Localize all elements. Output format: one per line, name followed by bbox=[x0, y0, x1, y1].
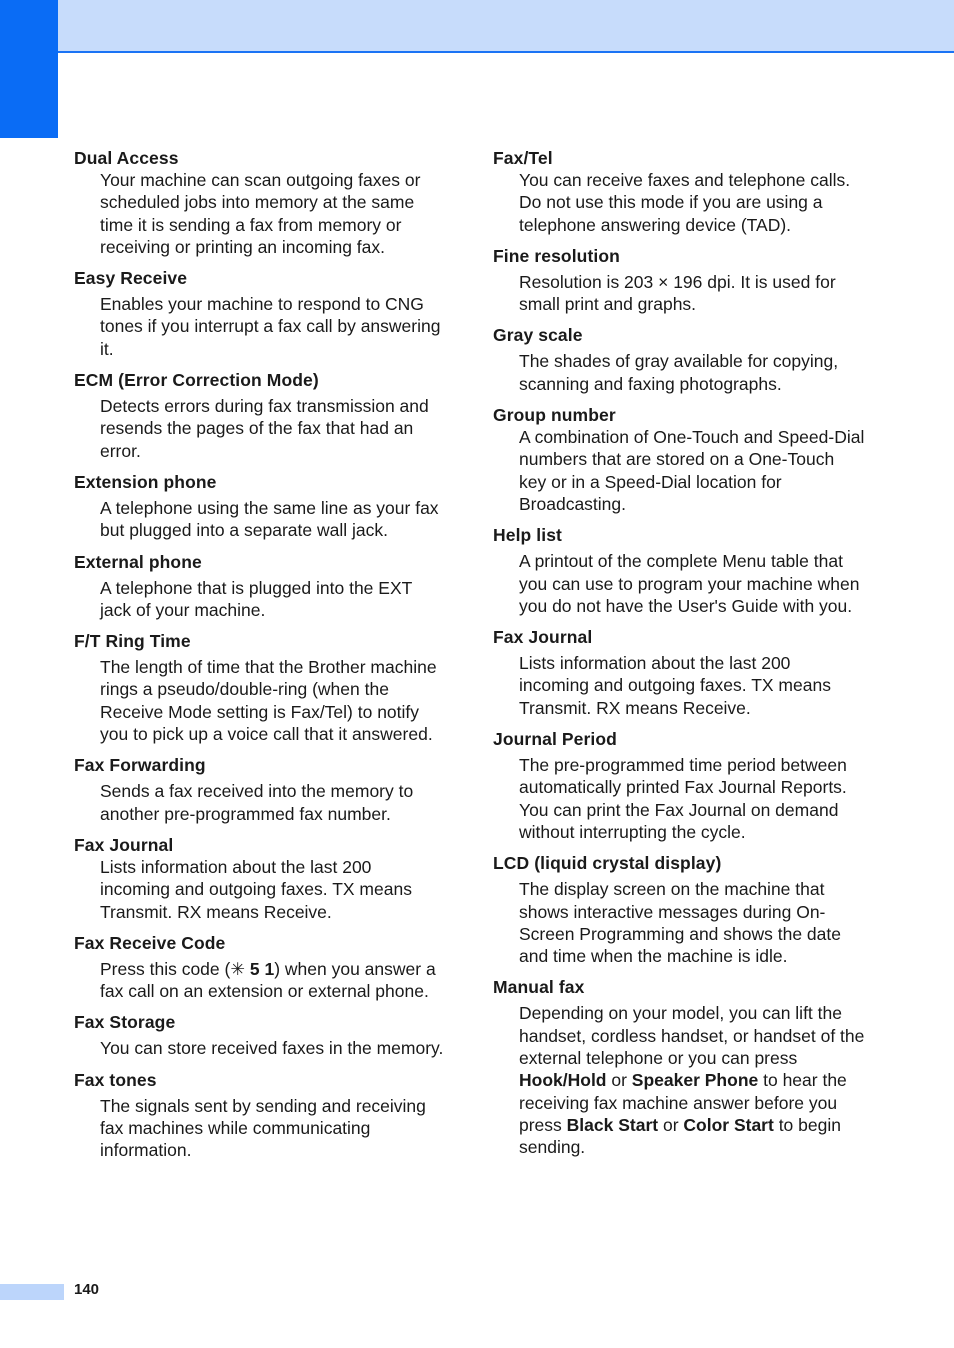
definition: Sends a fax received into the memory to another pre-programmed fax number. bbox=[100, 781, 414, 824]
term-external-phone: External phone bbox=[74, 551, 202, 572]
term-help-list: Help list bbox=[493, 525, 562, 546]
definition: Lists information about the last 200 incoming and outgoing faxes. TX means Transmit. RX means Receive. bbox=[519, 653, 831, 718]
footer-bar bbox=[0, 1284, 64, 1300]
term-fax-receive-code: Fax Receive Code bbox=[74, 932, 226, 953]
term-fax-journal: Fax Journal bbox=[74, 834, 174, 855]
term-dual-access: Dual Access bbox=[74, 148, 179, 168]
term-fax-tel: Fax/Tel bbox=[493, 148, 553, 168]
term-fax-storage: Fax Storage bbox=[74, 1012, 176, 1033]
definition: The shades of gray available for copying, scanning and faxing photographs. bbox=[519, 351, 839, 394]
asterisk-icon: ✳ bbox=[230, 958, 245, 979]
key-color-start: Color Start bbox=[683, 1114, 774, 1135]
definition: A printout of the complete Menu table that you can use to program your machine when you do not have the User's Guide with you. bbox=[519, 551, 860, 616]
key-hook-hold: Hook/Hold bbox=[519, 1070, 607, 1091]
definition bbox=[100, 958, 446, 1003]
definition: The display screen on the machine that shows interactive messages during On-Screen Programming and shows the date and time when the machine is idle. bbox=[519, 879, 841, 967]
definition-text: or bbox=[606, 1070, 632, 1091]
definition: A combination of One-Touch and Speed-Dial numbers that are stored on a One-Touch key or in a Speed-Dial location for Broadcasting. bbox=[519, 427, 865, 514]
term-ft-ring-time: F/T Ring Time bbox=[74, 631, 191, 652]
code-digits: 5 1 bbox=[245, 958, 275, 979]
key-speaker-phone: Speaker Phone bbox=[631, 1070, 759, 1091]
term-manual-fax: Manual fax bbox=[493, 977, 585, 998]
left-column bbox=[74, 147, 446, 1171]
term-gray-scale: Gray scale bbox=[493, 325, 583, 346]
page-number: 140 bbox=[74, 1281, 100, 1298]
definition-text: or bbox=[658, 1114, 684, 1135]
right-column bbox=[493, 147, 865, 1168]
definition: You can store received faxes in the memory. bbox=[100, 1038, 444, 1059]
term-fax-tones: Fax tones bbox=[74, 1069, 157, 1090]
definition: The length of time that the Brother machine rings a pseudo/double-ring (when the Receive Mode setting is Fax/Tel) to notify you to pick up a voice call that it answered. bbox=[100, 657, 437, 745]
term-fine-resolution: Fine resolution bbox=[493, 245, 620, 266]
definition: A telephone using the same line as your fax but plugged into a separate wall jack. bbox=[100, 497, 439, 541]
term-journal-period: Journal Period bbox=[493, 729, 617, 750]
term-group-number: Group number bbox=[493, 405, 616, 426]
term-extension-phone: Extension phone bbox=[74, 471, 217, 492]
header-band bbox=[0, 0, 954, 53]
term-easy-receive: Easy Receive bbox=[74, 268, 188, 289]
key-black-start: Black Start bbox=[566, 1114, 659, 1135]
definition: Enables your machine to respond to CNG tones if you interrupt a fax call by answering it. bbox=[100, 294, 441, 359]
definition: A telephone that is plugged into the EXT jack of your machine. bbox=[100, 577, 412, 620]
definition-text: Depending on your model, you can lift the handset, cordless handset, or handset of the external telephone or you can press bbox=[519, 1003, 865, 1069]
term-lcd: LCD (liquid crystal display) bbox=[493, 853, 722, 874]
definition: Lists information about the last 200 incoming and outgoing faxes. TX means Transmit. RX means Receive. bbox=[100, 856, 412, 922]
definition: Your machine can scan outgoing faxes or scheduled jobs into memory at the same time it is sending a fax from memory or receiving or printing an incoming fax. bbox=[100, 170, 421, 257]
definition-text: to begin sending. bbox=[519, 1114, 841, 1158]
definition bbox=[519, 1002, 865, 1158]
definition: The pre-programmed time period between automatically printed Fax Journal Reports. You can print the Fax Journal on demand without interrupting the cycle. bbox=[519, 755, 847, 842]
definition: You can receive faxes and telephone calls. Do not use this mode if you are using a telephone answering device (TAD). bbox=[519, 170, 851, 235]
definition-text: to hear the receiving fax machine answer before you press bbox=[519, 1070, 847, 1135]
definition: Detects errors during fax transmission and resends the pages of the fax that had an error. bbox=[100, 396, 429, 461]
term-fax-journal: Fax Journal bbox=[493, 627, 593, 648]
definition-text: ) when you answer a fax call on an extension or external phone. bbox=[100, 958, 436, 1002]
term-ecm: ECM (Error Correction Mode) bbox=[74, 370, 319, 391]
definition: Resolution is 203 × 196 dpi. It is used for small print and graphs. bbox=[519, 271, 836, 315]
definition: The signals sent by sending and receiving fax machines while communicating information. bbox=[100, 1095, 426, 1161]
term-fax-forwarding: Fax Forwarding bbox=[74, 755, 206, 776]
definition-text: Press this code ( bbox=[100, 958, 231, 979]
chapter-tab bbox=[0, 0, 58, 138]
